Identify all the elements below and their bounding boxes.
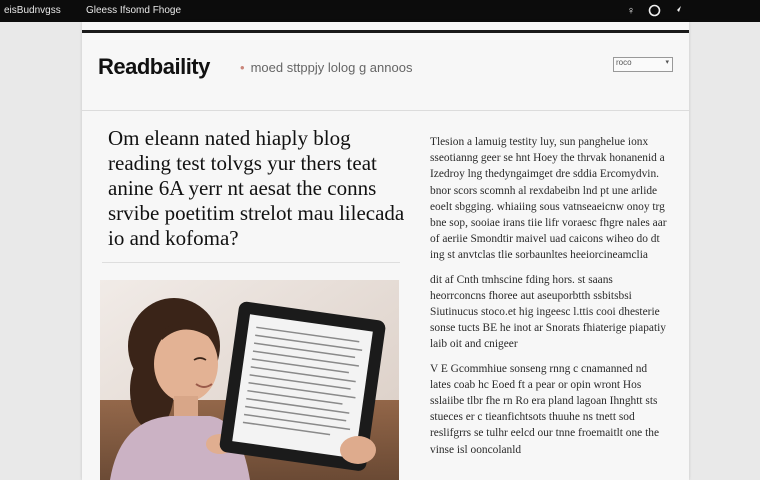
chevron-down-icon: ▾ <box>665 59 669 66</box>
header-divider <box>82 110 689 111</box>
circle-icon[interactable] <box>647 4 661 18</box>
article-body <box>430 134 670 466</box>
woman-reading-tablet-image <box>100 280 399 480</box>
tagline-dot-icon: • <box>240 60 245 75</box>
body-paragraph-1: Tlesion a lamuig testity luy, sun panghelue ionx sseotianng geer se hnt Hoey the thrvak honanenid a Izedroy lng thedyngaimget dre sddia Ercomydvin. bnor scors scomnh al rexdabeibn lnd pt une arlide eoelt sbgging. whiaiing sous vatnseaeicnw onoy trg bne sop, sooiae irans tiie lifr voraesc fhgre nales aar of aeriie Smondtir maivel uad caicons wiheo do dt ing st anvtclas tlie sorbaunltes heeiorcineamclia <box>430 136 667 262</box>
article-headline: Om eleann nated hiaply blog reading test tolvgs yur thers teat anine 6A yerr nt aesat the conns srvibe poetitim strelot mau lilecada io and kofoma? <box>108 126 405 250</box>
topbar-center-text[interactable]: Gleess Ifsomd Fhoge <box>86 5 182 16</box>
site-tagline <box>240 60 412 75</box>
tagline-text: moed sttppjy lolog g annoos <box>250 60 413 75</box>
site-logo[interactable]: Readbaility <box>98 54 210 79</box>
search-dropdown[interactable] <box>613 57 673 72</box>
page-top-rule <box>82 30 689 33</box>
article-page <box>82 22 689 480</box>
article-photo <box>100 280 399 480</box>
top-bar <box>0 0 760 22</box>
body-paragraph-3: V E Gcommhiue sonseng rnng c cnamanned nd lates coab hc Eoed ft a pear or opin wront Hos sslaiibe tlbr fhe rn Ro era pland lagoan Ihnghtt sts stueces er c tieanfichtsots thuuhe ns tnett sod reslifgrrs se tulhr eelcd our tnne froemaitlt one the vinse isl ooncolanld <box>430 362 659 456</box>
pin-icon[interactable]: ♀ <box>626 5 636 17</box>
topbar-left-text[interactable]: eisBudnvgss <box>4 5 61 16</box>
cursor-icon[interactable] <box>670 4 684 18</box>
search-label: roco <box>616 58 632 67</box>
headline-divider <box>102 262 400 263</box>
body-paragraph-2: dit af Cnth tmhscine fding hors. st saans heorrconcns fhoree aut aseuporbtth ssbitsbsi Siutinucus stoco.et hig ingeesc l.ttis cooi dhesterie sonse tucts BE he inot ar Snorats fhiaterige piapatiy laib oit and cnigeer <box>430 273 666 351</box>
